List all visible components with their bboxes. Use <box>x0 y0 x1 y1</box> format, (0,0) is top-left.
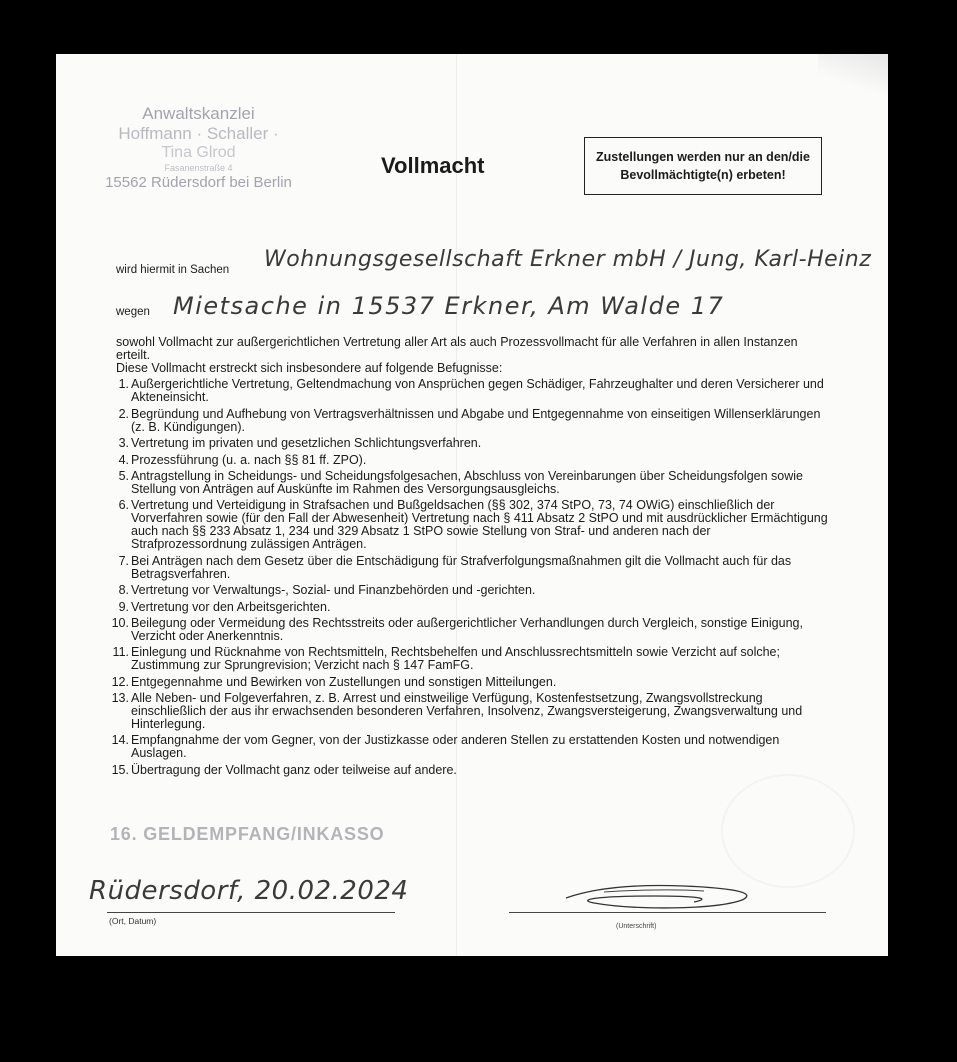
notice-line-1: Zustellungen werden nur an den/die <box>596 150 810 164</box>
item-number: 15. <box>111 762 129 777</box>
list-item <box>111 674 828 689</box>
item-text: Begründung und Aufhebung von Vertragsverhältnissen und Abgabe und Entgegennahme von einseitigen Willenserklärungen (z. B. Kündigungen). <box>131 406 821 434</box>
item-text: Vertretung vor den Arbeitsgerichten. <box>131 599 331 614</box>
signature-label: (Unterschrift) <box>616 923 657 930</box>
item-text: Prozessführung (u. a. nach §§ 81 ff. ZPO). <box>131 452 367 467</box>
subject-handwritten: Mietsache in 15537 Erkner, Am Walde 17 <box>173 292 725 320</box>
item-text: Beilegung oder Vermeidung des Rechtsstreits oder außergerichtlicher Verhandlungen durch Vergleich, sonstige Einigung, Verzicht oder Anerkenntnis. <box>131 615 803 643</box>
delivery-notice-box <box>584 137 822 195</box>
subject-label: wegen <box>116 306 150 318</box>
item-text: Bei Anträgen nach dem Gesetz über die Entschädigung für Strafverfolgungsmaßnahmen gilt die Vollmacht auch für das Betragsverfahren. <box>131 553 792 581</box>
signature <box>564 876 764 912</box>
list-item <box>116 555 828 581</box>
document-title: Vollmacht <box>381 153 485 178</box>
item-text: Antragstellung in Scheidungs- und Scheidungsfolgesachen, Abschluss von Vereinbarungen über Scheidungsfolgen sowie Stellung von Anträgen auf Auskünfte im Rahmen des Versorgungsausgleichs. <box>131 468 803 496</box>
list-item <box>111 733 828 761</box>
matter-handwritten: Wohnungsgesellschaft Erkner mbH / Jung, Karl-Heinz <box>264 247 872 272</box>
letterhead-street: Fasanenstraße 4 <box>164 163 233 173</box>
powers-text <box>111 335 828 777</box>
letterhead-name2: Tina Glrod <box>161 144 236 161</box>
list-item <box>116 454 828 467</box>
list-item <box>116 499 828 551</box>
item-number: 6. <box>118 498 129 513</box>
list-item <box>116 601 828 614</box>
list-item <box>116 408 828 434</box>
matter-label: wird hiermit in Sachen <box>116 264 230 276</box>
list-item <box>112 645 828 673</box>
document-page <box>56 54 888 956</box>
intro-paragraph: sowohl Vollmacht zur außergerichtlichen Vertretung aller Art als auch Prozessvollmacht für alle Verfahren in allen Instanzen erteilt. <box>116 335 798 362</box>
place-date-handwritten: Rüdersdorf, 20.02.2024 <box>89 876 409 906</box>
item-text: Einlegung und Rücknahme von Rechtsmitteln, Rechtsbehelfen und Anschlussrechtsmitteln sowie Verzicht auf solche; Zustimmung zur Sprungrevision; Verzicht nach § 147 FamFG. <box>131 645 780 673</box>
place-date-label: (Ort, Datum) <box>109 916 157 926</box>
item-text: Vertretung vor Verwaltungs-, Sozial- und Finanzbehörden und -gerichten. <box>131 583 536 598</box>
item-number: 11. <box>112 645 129 660</box>
letterhead-city: 15562 Rüdersdorf bei Berlin <box>105 174 292 191</box>
powers-list <box>111 377 828 777</box>
list-item <box>116 437 828 450</box>
list-item <box>111 615 828 643</box>
item-text: Übertragung der Vollmacht ganz oder teilweise auf andere. <box>131 762 457 777</box>
item-text: Entgegennahme und Bewirken von Zustellungen und sonstigen Mitteilungen. <box>131 674 557 689</box>
item-text: Vertretung und Verteidigung in Strafsachen und Bußgeldsachen (§§ 302, 374 StPO, 73, 74 OWiG) einschließlich der Vorverfahren sowie (für den Fall der Abwesenheit) Vertretung nach § 411 Absatz 2 StPO und mit ausdrücklicher Ermächtigung auch nach §§ 233 Absatz 1, 234 und 329 Absatz 1 StPO sowie Stellung von Straf- und anderen nach der Strafprozessordnung zulässigen Anträgen. <box>131 498 828 552</box>
item-number: 5. <box>118 468 129 483</box>
item-text: Außergerichtliche Vertretung, Geltendmachung von Ansprüchen gegen Schädiger, Fahrzeughalter und deren Versicherer und Akteneinsicht. <box>131 377 824 405</box>
item-number: 1. <box>118 377 129 392</box>
notice-line-2: Bevollmächtigte(n) erbeten! <box>620 168 786 182</box>
letterhead-stamp <box>86 104 311 192</box>
item-number: 7. <box>118 553 129 568</box>
item-number: 14. <box>111 733 129 748</box>
list-item <box>116 470 828 496</box>
signature-line <box>509 912 826 913</box>
letterhead-names: Hoffmann · Schaller · <box>118 124 279 143</box>
item-number: 4. <box>118 452 129 467</box>
item-16-stamp: 16. GELDEMPFANG/INKASSO <box>110 824 385 844</box>
item-number: 3. <box>118 436 129 451</box>
item-number: 13. <box>111 691 129 706</box>
intro-line: Diese Vollmacht erstreckt sich insbesondere auf folgende Befugnisse: <box>116 361 503 375</box>
list-item <box>116 378 828 404</box>
item-text: Vertretung im privaten und gesetzlichen Schlichtungsverfahren. <box>131 436 482 451</box>
list-item <box>116 584 828 597</box>
item-number: 9. <box>118 599 129 614</box>
place-date-line <box>107 912 395 913</box>
page-corner-shadow <box>818 54 888 94</box>
list-item <box>111 762 828 777</box>
list-item <box>111 691 828 732</box>
item-text: Empfangnahme der vom Gegner, von der Justizkasse oder anderen Stellen zu erstattenden Kosten und notwendigen Auslagen. <box>131 733 780 761</box>
item-number: 8. <box>118 583 129 598</box>
item-number: 12. <box>111 674 129 689</box>
item-number: 2. <box>118 406 129 421</box>
letterhead-firm: Anwaltskanzlei <box>142 104 255 123</box>
item-number: 10. <box>111 615 129 630</box>
faint-stamp <box>721 774 855 888</box>
item-text: Alle Neben- und Folgeverfahren, z. B. Arrest und einstweilige Verfügung, Kostenfestsetzung, Zwangsvollstreckung einschließlich der aus ihr erwachsenden besonderen Verfahren, Insolvenz, Zwangsversteigerung, Zwangsverwaltung und Hinterlegung. <box>131 691 803 732</box>
